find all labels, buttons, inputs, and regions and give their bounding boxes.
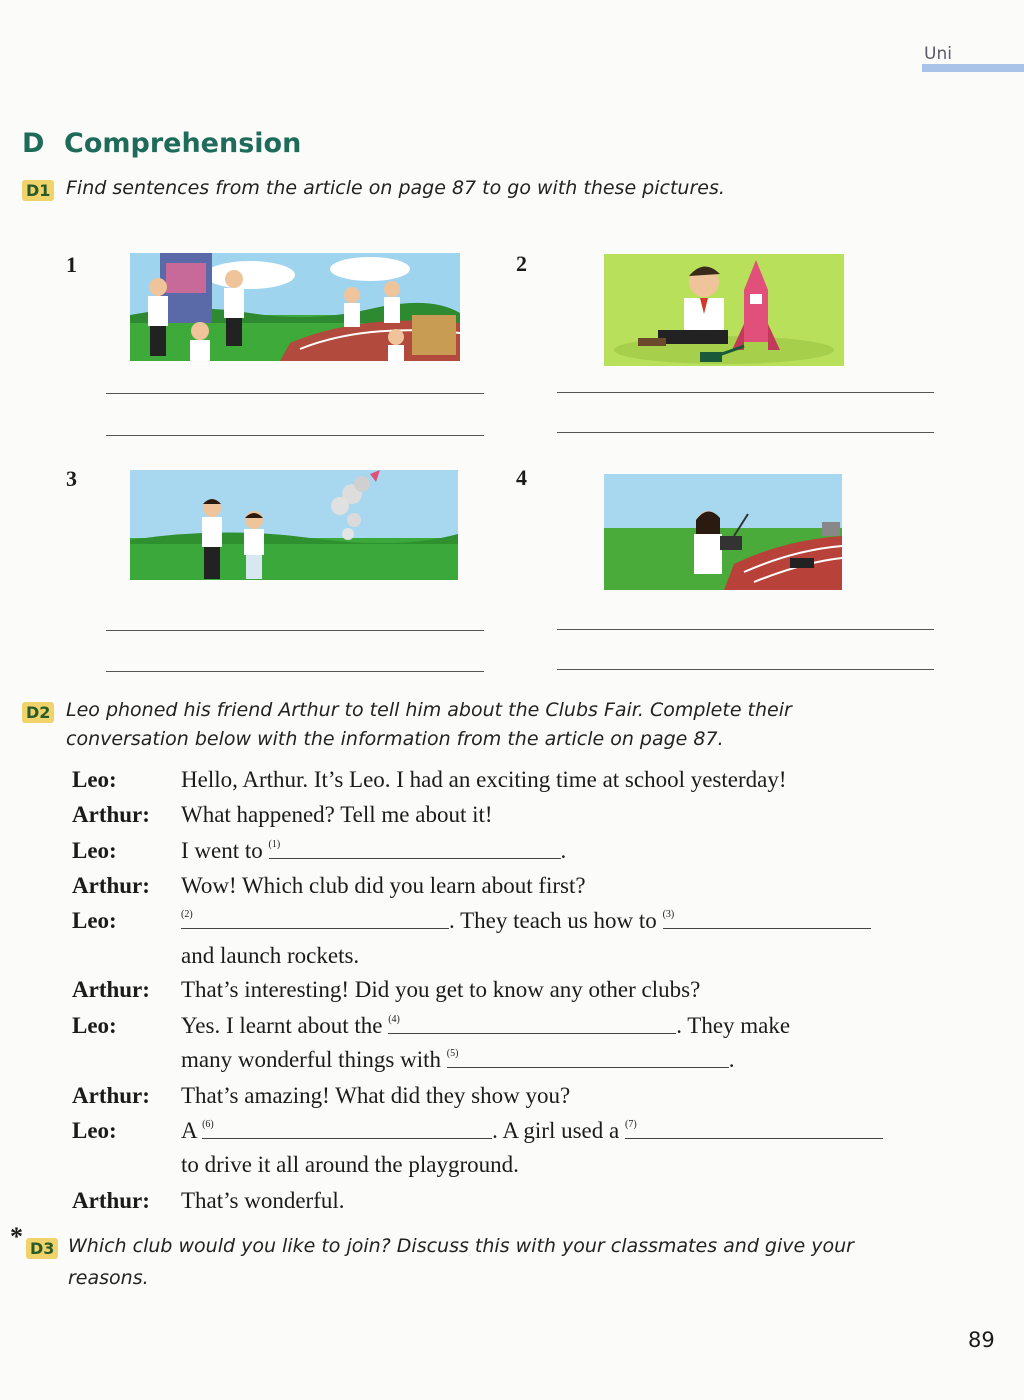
- unit-tab: [922, 40, 1024, 74]
- blank-marker: (6): [202, 1119, 214, 1130]
- section-title-text: Comprehension: [64, 128, 302, 159]
- d1-instruction: Find sentences from the article on page 87 to go with these pictures.: [66, 177, 725, 199]
- dialogue-text: .: [560, 838, 567, 863]
- picture-1-clubs-fair: [130, 253, 460, 361]
- dialogue-line: and launch rockets.: [181, 943, 360, 968]
- d3-instruction-line-2: reasons.: [68, 1267, 149, 1289]
- dialogue-speaker-arthur: Arthur:: [72, 977, 150, 1002]
- unit-tab-bar: [922, 64, 1024, 72]
- dialogue-text: Yes. I learnt about the: [181, 1013, 389, 1038]
- section-letter: D: [22, 128, 45, 159]
- blank-4[interactable]: [388, 1013, 676, 1034]
- dialogue-speaker-leo: Leo:: [72, 908, 117, 933]
- dialogue-line: [181, 1047, 735, 1073]
- challenge-star-icon: *: [10, 1222, 23, 1251]
- dialogue-line: Hello, Arthur. It’s Leo. I had an exciting time at school yesterday!: [181, 767, 787, 792]
- blank-3[interactable]: [663, 908, 871, 929]
- answer-line-2a[interactable]: [557, 392, 934, 393]
- picture-3-number: 3: [66, 466, 77, 491]
- dialogue-line: What happened? Tell me about it!: [181, 802, 493, 827]
- dialogue-text: .: [728, 1047, 735, 1072]
- blank-marker: (3): [662, 909, 675, 920]
- picture-2-rocket: [604, 254, 844, 366]
- dialogue-speaker-leo: Leo:: [72, 838, 117, 863]
- picture-4-number: 4: [516, 465, 527, 490]
- dialogue-speaker-arthur: Arthur:: [72, 1188, 150, 1213]
- answer-line-4b[interactable]: [557, 669, 934, 670]
- dialogue-text: A: [181, 1118, 203, 1143]
- dialogue-line: [181, 838, 566, 864]
- dialogue-text: . A girl used a: [492, 1118, 625, 1143]
- answer-line-3b[interactable]: [106, 671, 484, 672]
- dialogue-speaker-leo: Leo:: [72, 767, 117, 792]
- d1-tag: D1: [22, 180, 54, 201]
- answer-line-4a[interactable]: [557, 629, 934, 630]
- dialogue-line: [181, 1013, 790, 1039]
- d3-instruction-line-1: Which club would you like to join? Discuss this with your classmates and give your: [68, 1235, 854, 1257]
- unit-label: Uni: [924, 44, 952, 64]
- blank-marker: (4): [388, 1014, 400, 1025]
- answer-line-1a[interactable]: [106, 393, 484, 394]
- dialogue-line: That’s interesting! Did you get to know any other clubs?: [181, 977, 701, 1002]
- answer-line-3a[interactable]: [106, 630, 484, 631]
- d2-instruction-line-1: Leo phoned his friend Arthur to tell him about the Clubs Fair. Complete their: [66, 699, 792, 721]
- d2-instruction-line-2: conversation below with the information from the article on page 87.: [66, 728, 724, 750]
- blank-7[interactable]: [625, 1118, 883, 1139]
- blank-2[interactable]: [181, 908, 449, 929]
- answer-line-1b[interactable]: [106, 435, 484, 436]
- blank-marker: (1): [268, 839, 281, 850]
- blank-marker: (7): [624, 1119, 637, 1130]
- answer-line-2b[interactable]: [557, 432, 934, 433]
- dialogue-text: I went to: [181, 838, 269, 863]
- d2-tag: D2: [22, 702, 54, 723]
- page-number: 89: [968, 1328, 995, 1352]
- blank-5[interactable]: [447, 1047, 729, 1068]
- section-title: [22, 128, 301, 159]
- dialogue-text: many wonderful things with: [181, 1047, 447, 1072]
- dialogue-text: . They make: [676, 1013, 791, 1038]
- dialogue-speaker-leo: Leo:: [72, 1118, 117, 1143]
- dialogue-text: . They teach us how to: [449, 908, 663, 933]
- picture-2-number: 2: [516, 251, 527, 276]
- dialogue-line: That’s wonderful.: [181, 1188, 345, 1213]
- dialogue-speaker-arthur: Arthur:: [72, 873, 150, 898]
- blank-marker: (5): [446, 1048, 459, 1059]
- blank-1[interactable]: [269, 838, 561, 859]
- dialogue-speaker-arthur: Arthur:: [72, 802, 150, 827]
- dialogue-speaker-arthur: Arthur:: [72, 1083, 150, 1108]
- dialogue-line: [181, 908, 871, 934]
- picture-3-launch: [130, 470, 458, 580]
- blank-marker: (2): [181, 909, 193, 920]
- picture-4-remote-control-car: [604, 474, 842, 590]
- blank-6[interactable]: [202, 1118, 492, 1139]
- dialogue-line: Wow! Which club did you learn about first?: [181, 873, 586, 898]
- dialogue-speaker-leo: Leo:: [72, 1013, 117, 1038]
- dialogue-line: [181, 1118, 883, 1144]
- d3-tag: D3: [26, 1238, 58, 1259]
- dialogue-line: to drive it all around the playground.: [181, 1152, 519, 1177]
- dialogue-line: That’s amazing! What did they show you?: [181, 1083, 571, 1108]
- picture-1-number: 1: [66, 252, 77, 277]
